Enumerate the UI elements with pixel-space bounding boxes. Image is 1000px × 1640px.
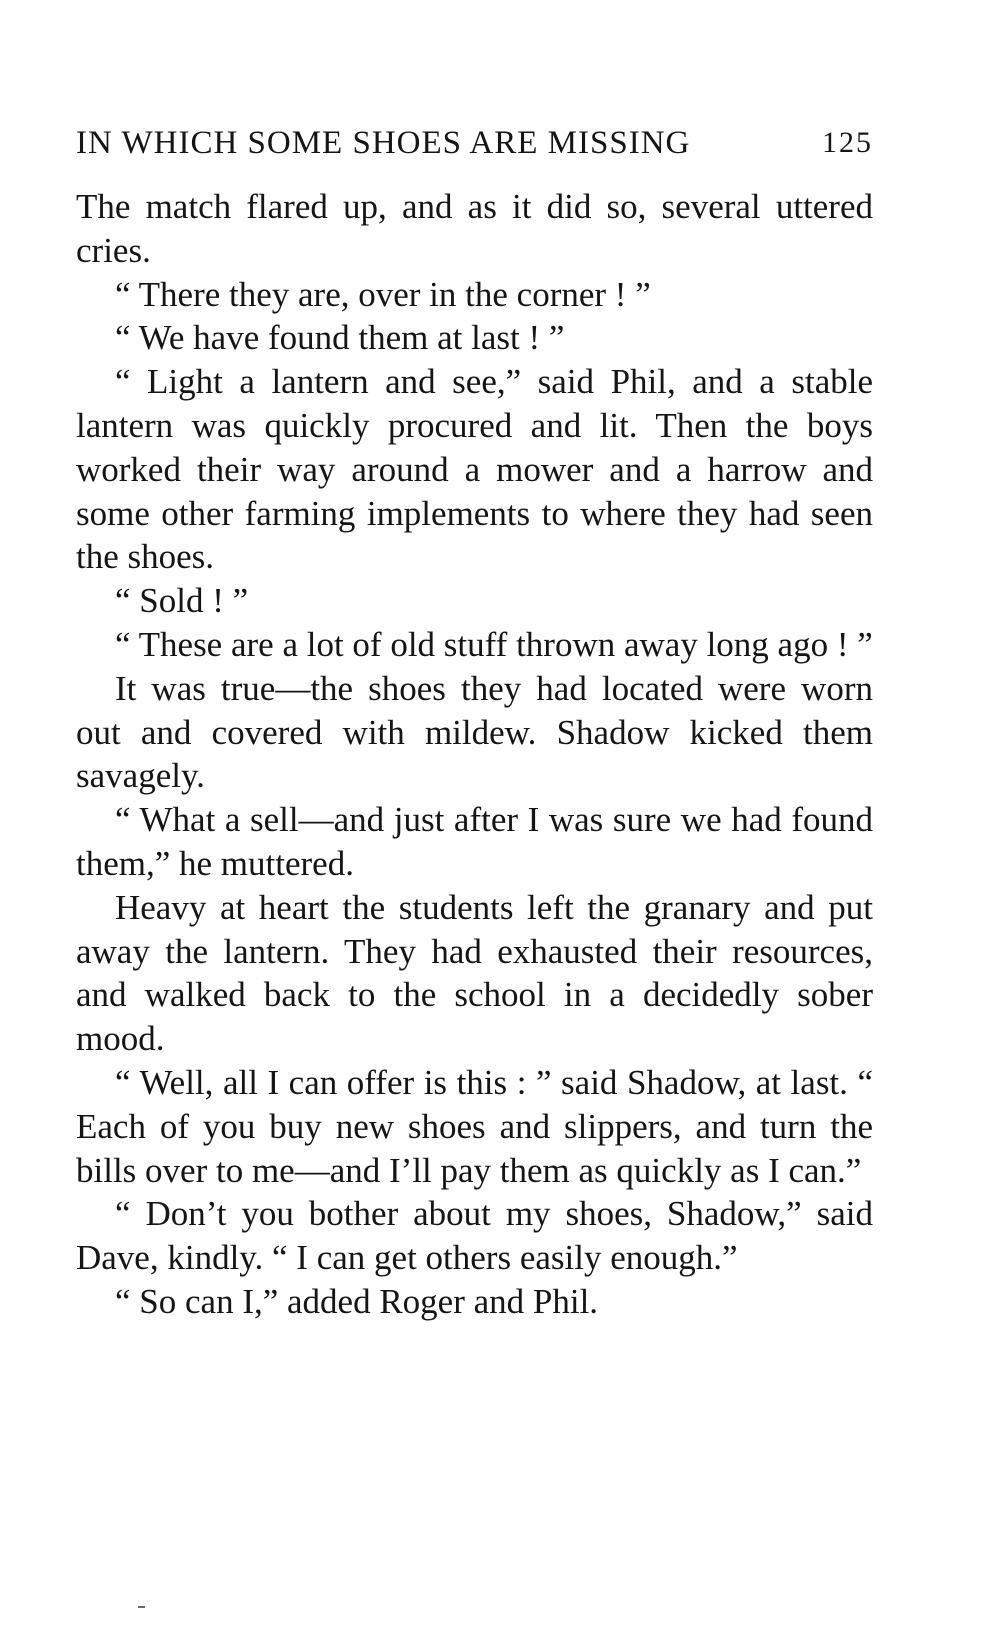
paragraph: “ So can I,” added Roger and Phil. <box>115 1281 599 1321</box>
paragraph: “ Don’t you bother about my shoes, Shadow,” said Dave, kindly. “ I can get others easily enough.” <box>76 1194 873 1278</box>
body-text <box>76 185 873 1324</box>
paragraph: It was true—the shoes they had located were worn out and covered with mildew. Shadow kicked them savagely. <box>76 668 873 796</box>
paragraph: “ We have found them at last ! ” <box>115 318 565 358</box>
chapter-title: IN WHICH SOME SHOES ARE MISSING <box>76 125 691 161</box>
paragraph: “ These are a lot of old stuff thrown away long ago ! ” <box>115 624 873 664</box>
paragraph: “ Light a lantern and see,” said Phil, and a stable lantern was quickly procured and lit. Then the boys worked their way around a mower and a harrow and some other farming implements to where they had seen the shoes. <box>76 362 873 577</box>
paragraph: “ Sold ! ” <box>115 581 249 621</box>
paragraph: The match flared up, and as it did so, several uttered cries. <box>76 187 873 270</box>
page-number: 125 <box>822 126 873 159</box>
paragraph: “ There they are, over in the corner ! ” <box>115 274 651 314</box>
running-head <box>76 119 873 167</box>
paragraph: Heavy at heart the students left the granary and put away the lantern. They had exhausted their resources, and walked back to the school in a decidedly sober mood. <box>76 887 873 1059</box>
paragraph: “ What a sell—and just after I was sure we had found them,” he muttered. <box>76 800 873 883</box>
scan-speck <box>138 1606 145 1608</box>
paragraph: “ Well, all I can offer is this : ” said Shadow, at last. “ Each of you buy new shoes and slippers, and turn the bills over to me—and I’ll pay them as quickly as I can.” <box>76 1062 873 1190</box>
